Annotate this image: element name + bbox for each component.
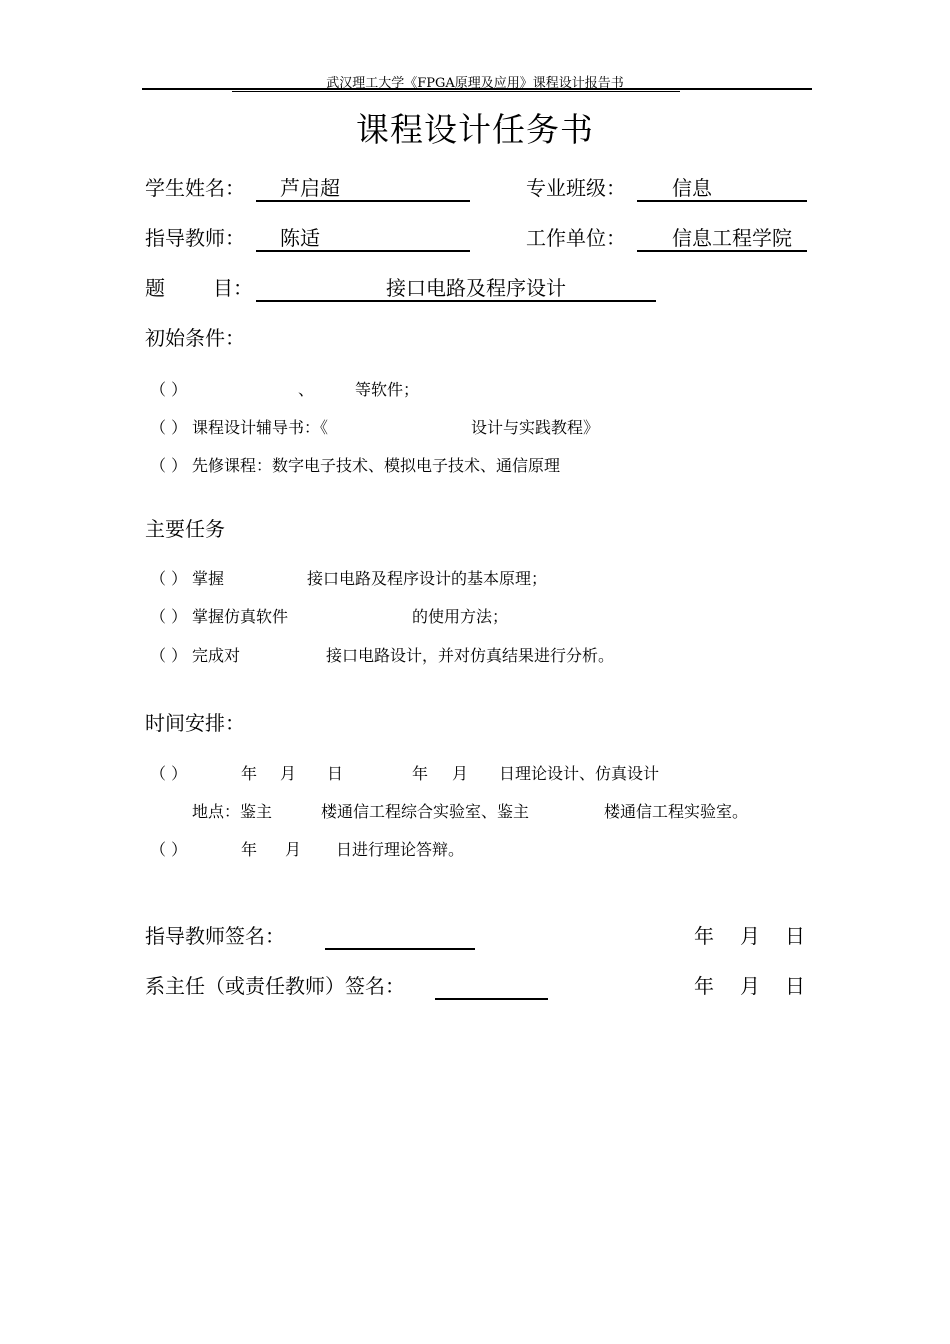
header-rule: [142, 88, 812, 90]
schedule-3-paren: （ ）: [150, 840, 188, 859]
task-3-a: 完成对: [192, 646, 241, 665]
task-1-b: 接口电路及程序设计的基本原理；: [307, 569, 548, 588]
task-2-a: 掌握仿真软件: [192, 607, 289, 626]
topic-label-char2: 目：: [213, 276, 253, 300]
schedule-2-a: 地点：鉴主: [192, 802, 273, 821]
task-3-paren: （ ）: [150, 646, 188, 665]
schedule-heading: 时间安排：: [145, 711, 245, 735]
schedule-1-year1: 年: [241, 764, 258, 783]
student-name-label: 学生姓名：: [145, 176, 245, 200]
head-signature-line: [435, 998, 548, 1000]
head-sign-month: 月: [740, 974, 760, 998]
condition-3-a: 先修课程：数字电子技术、模拟电子技术、通信原理: [192, 456, 561, 475]
condition-1-b: 等软件；: [355, 380, 420, 399]
schedule-1-year2: 年: [412, 764, 429, 783]
header-rule-thin: [232, 91, 680, 92]
document-title: 课程设计任务书: [356, 110, 594, 149]
class-label: 专业班级：: [526, 176, 626, 200]
task-2-b: 的使用方法；: [412, 607, 509, 626]
student-name-underline: [256, 200, 470, 202]
task-1-paren: （ ）: [150, 569, 188, 588]
schedule-1-rest: 日理论设计、仿真设计: [499, 764, 660, 783]
condition-1-paren: （ ）: [150, 380, 188, 399]
condition-2-b: 设计与实践教程》: [471, 418, 600, 437]
topic-underline: [256, 300, 656, 302]
advisor-sign-year: 年: [694, 924, 714, 948]
topic-label-char1: 题: [145, 276, 165, 300]
unit-underline: [637, 250, 807, 252]
head-sign-day: 日: [785, 974, 805, 998]
advisor-value: 陈适: [280, 226, 320, 250]
unit-value: 信息工程学院: [672, 226, 792, 250]
tasks-heading: 主要任务: [145, 517, 225, 541]
class-underline: [637, 200, 807, 202]
schedule-1-paren: （ ）: [150, 764, 188, 783]
schedule-3-year: 年: [241, 840, 258, 859]
advisor-sign-day: 日: [785, 924, 805, 948]
conditions-heading: 初始条件：: [145, 326, 245, 350]
task-1-a: 掌握: [192, 569, 225, 588]
topic-value: 接口电路及程序设计: [386, 276, 566, 300]
head-signature-label: 系主任（或责任教师）签名：: [145, 974, 405, 998]
condition-3-paren: （ ）: [150, 456, 188, 475]
unit-label: 工作单位：: [526, 226, 626, 250]
condition-2-a: 课程设计辅导书：《: [192, 418, 329, 437]
condition-1-a: 、: [298, 380, 315, 399]
advisor-signature-label: 指导教师签名：: [145, 924, 285, 948]
advisor-sign-month: 月: [740, 924, 760, 948]
task-3-b: 接口电路设计，并对仿真结果进行分析。: [326, 646, 615, 665]
head-sign-year: 年: [694, 974, 714, 998]
advisor-label: 指导教师：: [145, 226, 245, 250]
page-header: 武汉理工大学《FPGA原理及应用》课程设计报告书: [326, 76, 624, 91]
student-name-value: 芦启超: [280, 176, 340, 200]
schedule-2-c: 楼通信工程实验室。: [604, 802, 749, 821]
schedule-2-b: 楼通信工程综合实验室、鉴主: [321, 802, 530, 821]
task-2-paren: （ ）: [150, 607, 188, 626]
advisor-signature-line: [325, 948, 475, 950]
schedule-1-month2: 月: [452, 764, 469, 783]
advisor-underline: [256, 250, 470, 252]
schedule-1-month1: 月: [280, 764, 297, 783]
schedule-1-day1: 日: [327, 764, 344, 783]
schedule-3-month: 月: [285, 840, 302, 859]
schedule-3-rest: 日进行理论答辩。: [336, 840, 465, 859]
class-value: 信息: [672, 176, 712, 200]
condition-2-paren: （ ）: [150, 418, 188, 437]
